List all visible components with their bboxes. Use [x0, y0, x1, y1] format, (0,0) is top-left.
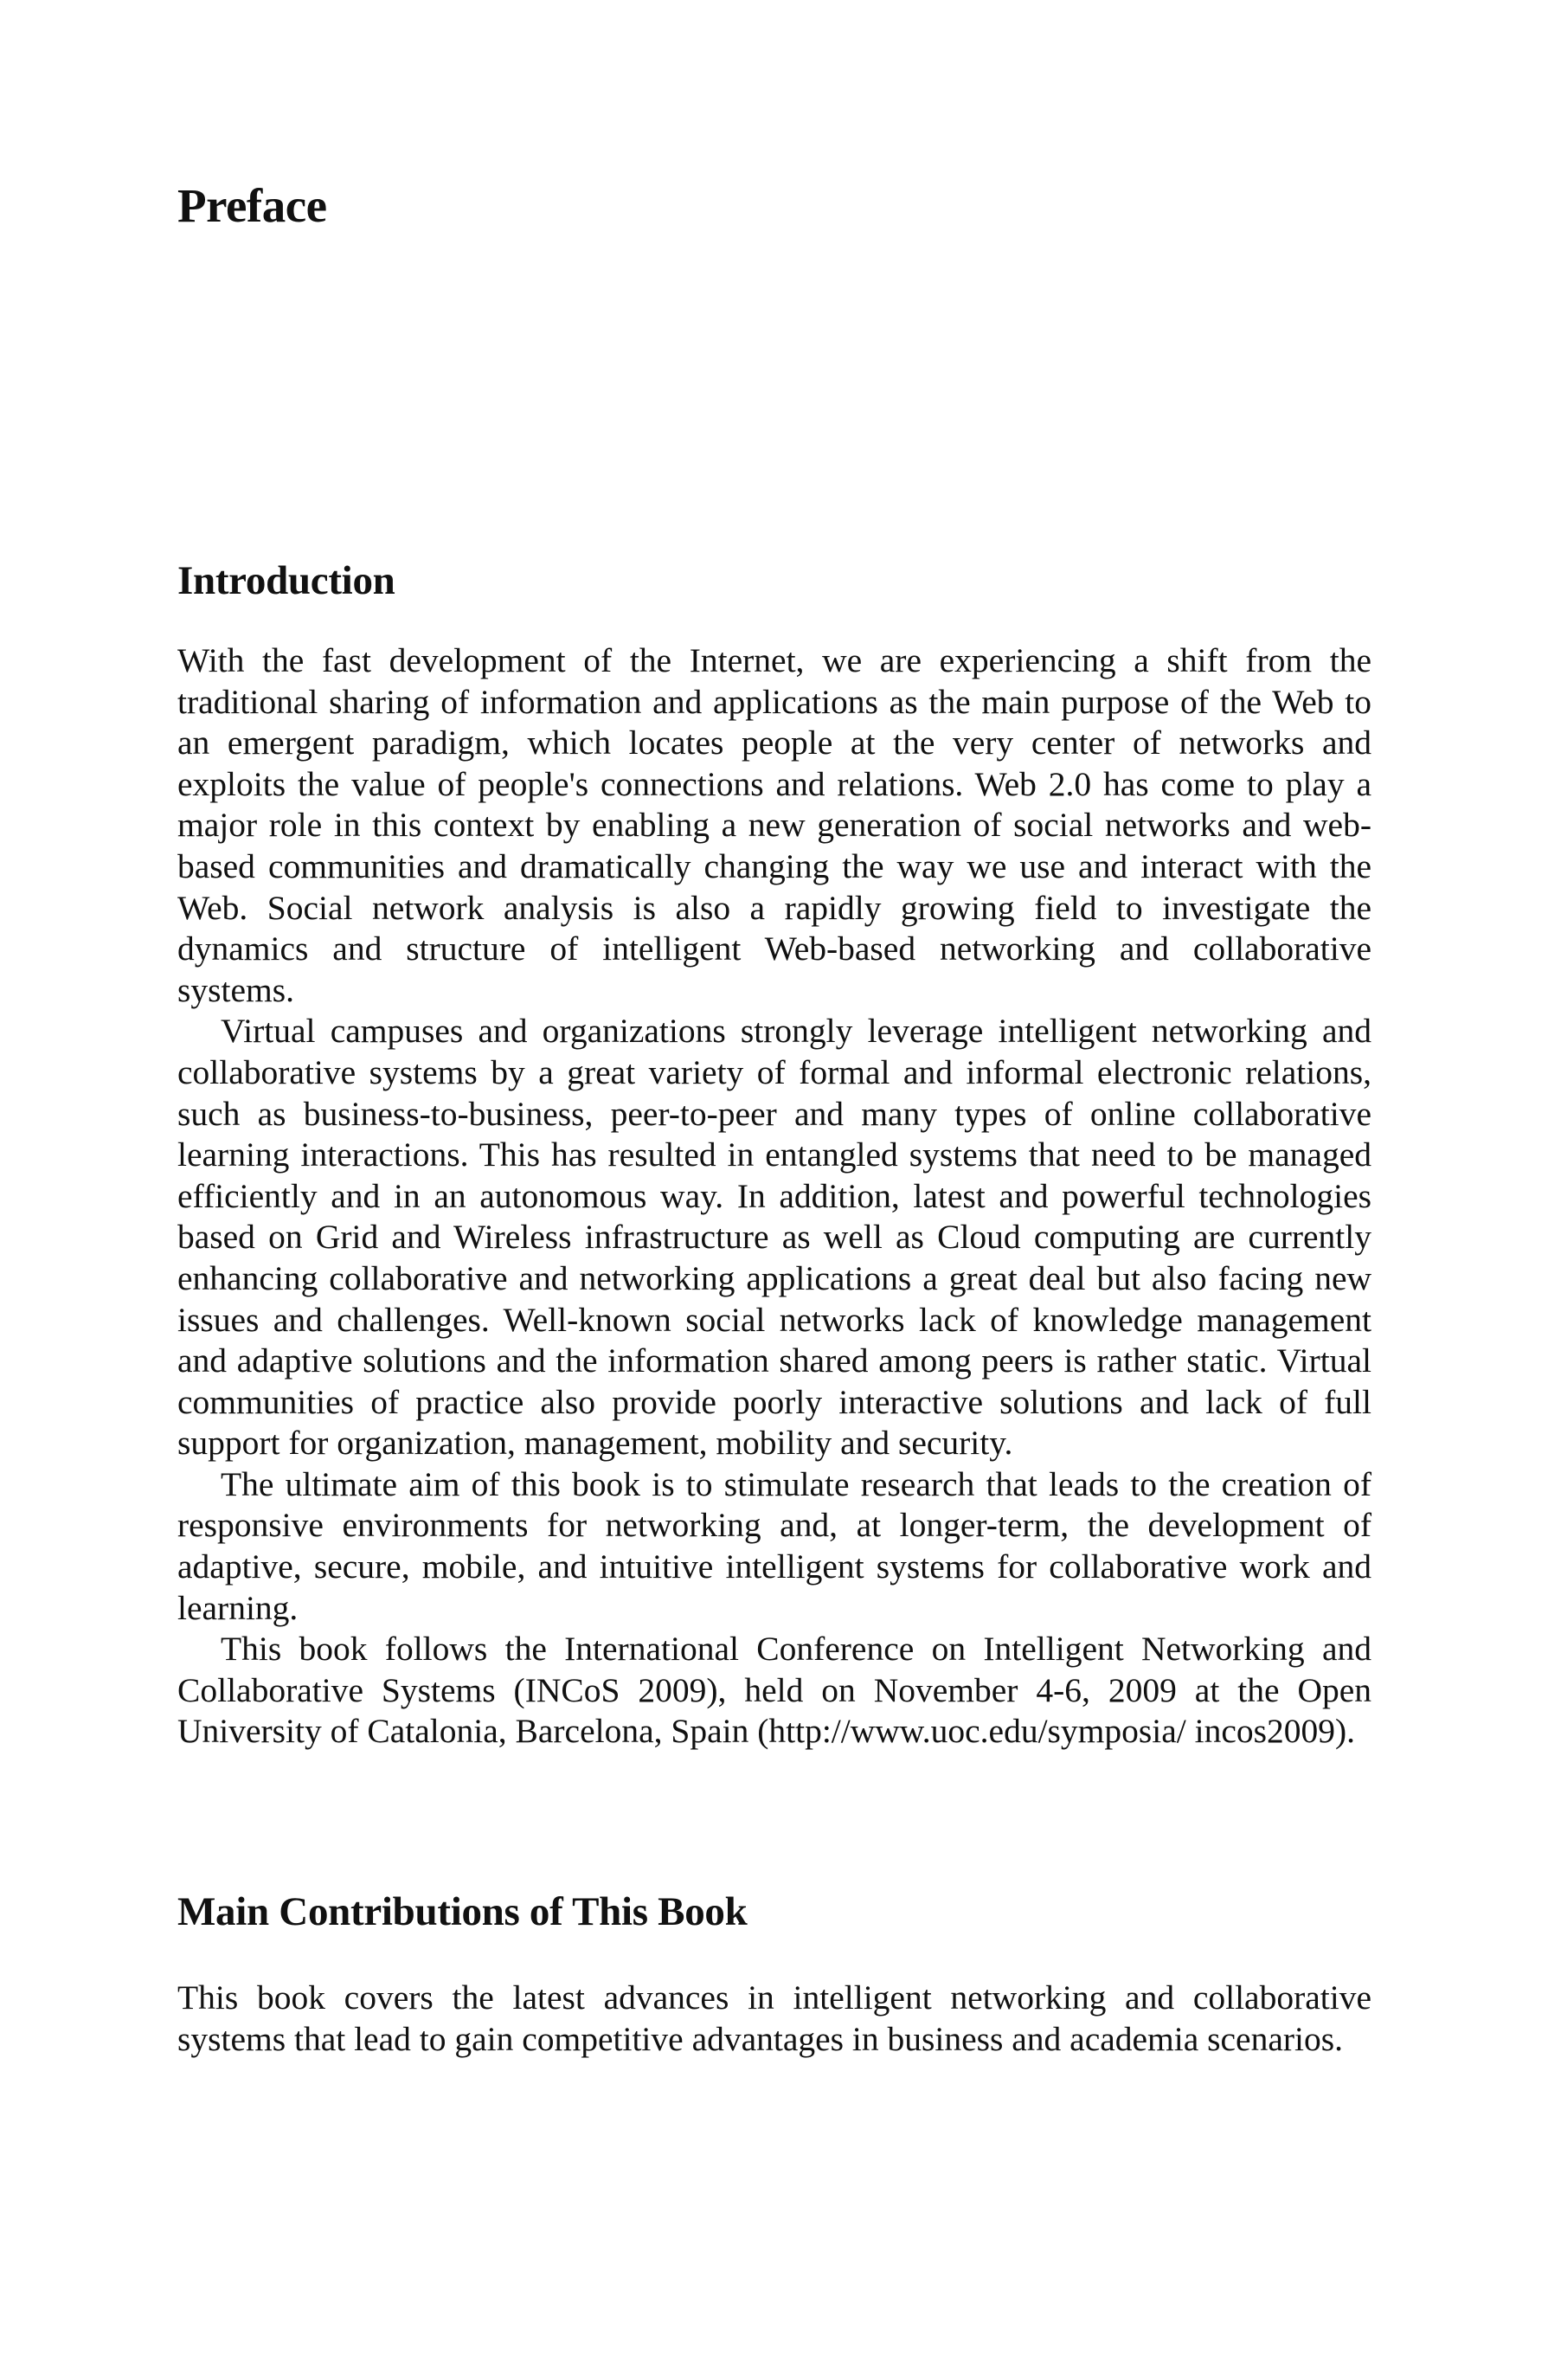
introduction-heading: Introduction [177, 558, 395, 603]
main-contributions-body [177, 1978, 1371, 2060]
introduction-paragraph-4: This book follows the International Conference on Intelligent Networking and Collaborative Systems (INCoS 2009), held on November 4-6, 2009 at the Open University of Catalonia, Barcelona, Spain (http://www.uoc.edu/symposia/ incos2009). [177, 1630, 1371, 1751]
introduction-body [177, 640, 1371, 1753]
introduction-paragraph-3: The ultimate aim of this book is to stimulate research that leads to the creation of responsive environments for networking and, at longer-term, the development of adaptive, secure, mobile, and intuitive intelligent systems for collaborative work and learning. [177, 1464, 1371, 1627]
introduction-paragraph-2: Virtual campuses and organizations strongly leverage intelligent networking and collaborative systems by a great variety of formal and informal electronic relations, such as business-to-business, peer-to-peer and many types of online collaborative learning interactions. This has resulted in entangled systems that need to be managed efficiently and in an autonomous way. In addition, latest and powerful technologies based on Grid and Wireless infrastructure as well as Cloud computing are currently enhancing collaborative and networking applications a great deal but also facing new issues and challenges. Well-known social networks lack of knowledge management and adaptive solutions and the information shared among peers is rather static. Virtual communities of practice also provide poorly interactive solutions and lack of full support for organization, management, mobility and security. [177, 1012, 1371, 1463]
introduction-paragraph-1: With the fast development of the Internet, we are experiencing a shift from the traditional sharing of information and applications as the main purpose of the Web to an emergent paradigm, which locates people at the very center of networks and exploits the value of people's connections and relations. Web 2.0 has come to play a major role in this context by enabling a new generation of social networks and web-based communities and dramatically changing the way we use and interact with the Web. Social network analysis is also a rapidly growing field to investigate the dynamics and structure of intelligent Web-based networking and collaborative systems. [177, 641, 1371, 1009]
chapter-title: Preface [177, 179, 327, 232]
main-contributions-paragraph-1: This book covers the latest advances in intelligent networking and collaborative systems that lead to gain competitive advantages in business and academia scenarios. [177, 1978, 1371, 2058]
main-contributions-heading: Main Contributions of This Book [177, 1889, 748, 1934]
